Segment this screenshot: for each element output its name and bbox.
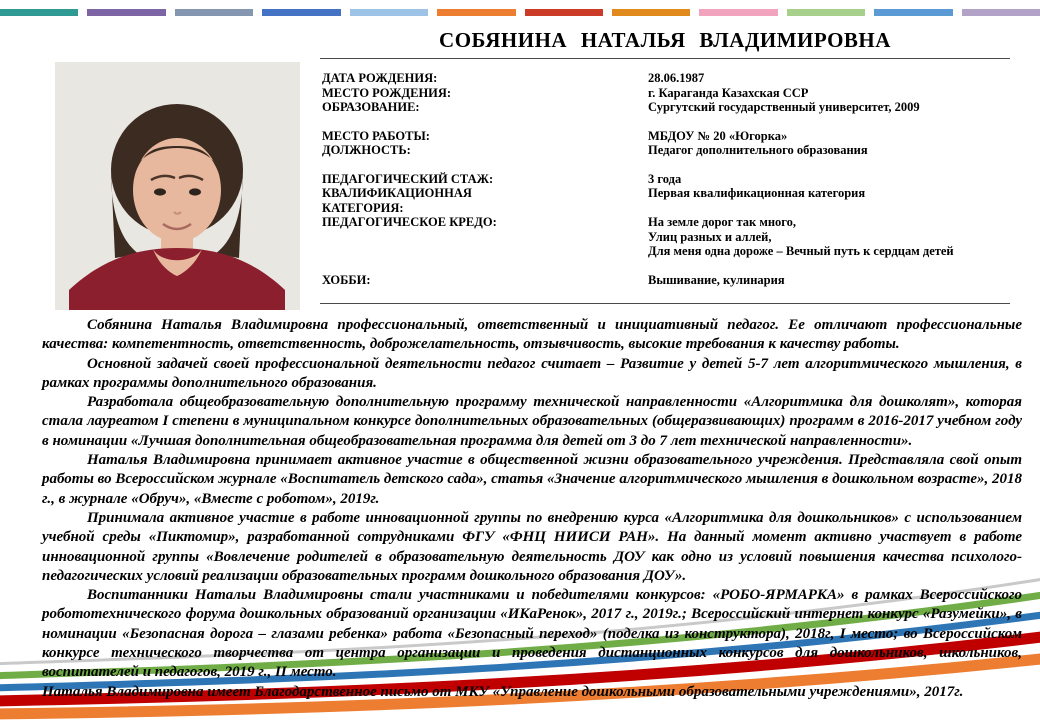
profile-label: КАТЕГОРИЯ:	[322, 200, 404, 215]
profile-row	[322, 201, 1012, 216]
profile-value: Сургутский государственный университет, 2009	[648, 100, 920, 114]
profile-value: МБДОУ № 20 «Югорка»	[648, 128, 788, 143]
profile-row	[322, 230, 1012, 245]
profile-row	[322, 172, 1012, 187]
profile-table	[322, 71, 1012, 287]
bio-paragraph: Собянина Наталья Владимировна профессиональный, ответственный и инициативный педагог. Ее отличают профессиональные качества: компетентность, ответственность, доброжелательность, отзывчивость, высокие требования к качеству работы.	[42, 317, 1022, 353]
stripe-segment	[962, 9, 1040, 16]
profile-row	[322, 71, 1012, 86]
profile-row	[322, 186, 1012, 201]
stripe-segment	[874, 9, 952, 16]
profile-value: 3 года	[648, 171, 682, 186]
stripe-segment	[175, 9, 253, 16]
profile-value: На земле дорог так много,	[648, 215, 797, 229]
stripe-segment	[525, 9, 603, 16]
profile-label: ДАТА РОЖДЕНИЯ:	[322, 71, 438, 85]
profile-label: ДОЛЖНОСТЬ:	[322, 143, 411, 157]
profile-label: ОБРАЗОВАНИЕ:	[322, 100, 420, 114]
bio-paragraph: Наталья Владимировна принимает активное участие в общественной жизни образовательного учреждения. Представляла свой опыт работы во Всероссийском журнале «Воспитатель детского сада», статья «Значение алгоритмического мышления в дошкольном возрасте», 2018 г., в журнале «Обруч», «Вместе с роботом», 2019г.	[42, 452, 1023, 507]
profile-value: Педагог дополнительного образования	[648, 143, 868, 157]
stripe-segment	[350, 9, 428, 16]
page-title: СОБЯНИНА НАТАЛЬЯ ВЛАДИМИРОВНА	[439, 28, 891, 52]
portrait-photo	[55, 62, 300, 310]
profile-row	[322, 86, 1012, 101]
portrait-illustration	[55, 62, 300, 310]
profile-row	[322, 100, 1012, 115]
title-divider	[320, 58, 1010, 59]
profile-label: МЕСТО РОЖДЕНИЯ:	[322, 85, 452, 100]
profile-value: Улиц разных и аллей,	[648, 229, 772, 244]
profile-label	[322, 244, 648, 259]
profile-row	[322, 143, 1012, 158]
profile-label: ПЕДАГОГИЧЕСКИЙ СТАЖ:	[322, 171, 494, 186]
bio-paragraph: Воспитанники Натальи Владимировны стали участниками и победителями конкурсов: «РОБО-ЯРМАРКА» в рамках Всероссийского робототехнического форума дошкольных образований организации «ИКаРенок», 2017 г., 2019г.; Всероссийский интернет конкурс «Разумейки», в номинации «Безопасная дорога – глазами ребенка» работа «Безопасный переход» (поделка из конструктора), 2018г, I место; во Всероссийском конкурсе технического творчества от центра организации и проведения дистанционных конкурсов для дошкольников, школьников, воспитателей и педагогов, 2019 г., II место.	[42, 587, 1022, 681]
profile-label: МЕСТО РАБОТЫ:	[322, 128, 430, 143]
profile-row	[322, 215, 1012, 230]
profile-label: ХОББИ:	[322, 272, 371, 287]
bio-paragraph: Наталья Владимировна имеет Благодарственное письмо от МКУ «Управление дошкольными образовательными учреждениями», 2017г.	[42, 683, 964, 700]
stripe-segment	[0, 9, 78, 16]
profile-label: ПЕДАГОГИЧЕСКОЕ КРЕДО:	[322, 215, 497, 229]
stripe-segment	[437, 9, 515, 16]
bio-paragraph: Разработала общеобразовательную дополнительную программу технической направленности «Алгоритмика для дошколят», которая стала лауреатом I степени в муниципальном конкурсе дополнительных образовательных (общеразвивающих) программ в 2016-2017 учебном году в номинации «Лучшая дополнительная общеобразовательная программа для детей от 3 до 7 лет технической направленности».	[42, 394, 1022, 449]
profile-value: Вышивание, кулинария	[648, 272, 785, 287]
stripe-segment	[87, 9, 165, 16]
top-stripe	[0, 9, 1040, 16]
profile-label	[322, 230, 648, 245]
stripe-segment	[262, 9, 340, 16]
profile-value: 28.06.1987	[648, 71, 705, 85]
profile-row	[322, 244, 1012, 259]
profile-row	[322, 129, 1012, 144]
profile-label: КВАЛИФИКАЦИОННАЯ	[322, 186, 472, 200]
profile-value: г. Караганда Казахская ССР	[648, 85, 809, 100]
stripe-segment	[612, 9, 690, 16]
stripe-segment	[699, 9, 777, 16]
profile-value: Первая квалификационная категория	[648, 186, 866, 200]
stripe-segment	[787, 9, 865, 16]
biography-text	[42, 316, 1022, 702]
table-divider	[320, 303, 1010, 304]
profile-value: Для меня одна дороже – Вечный путь к сердцам детей	[648, 244, 954, 258]
profile-row	[322, 273, 1012, 288]
face-shape	[133, 138, 221, 242]
profile-value	[648, 201, 1012, 216]
bio-paragraph: Принимала активное участие в работе инновационной группы по внедрению курса «Алгоритмика для дошкольников» с использованием учебной среды «Пиктомир», разработанной сотрудниками ФГУ «ФНЦ НИИСИ РАН». На данный момент активно участвует в работе инновационной группы «Вовлечение родителей в образовательную деятельность ДОУ как одно из условий повышения качества психолого-педагогических условий реализации образовательных программ дошкольного образования ДОУ».	[42, 509, 1022, 584]
bio-paragraph: Основной задачей своей профессиональной деятельности педагог считает – Развитие у детей 5-7 лет алгоритмического мышления, в рамках программы дополнительного образования.	[42, 355, 1022, 391]
